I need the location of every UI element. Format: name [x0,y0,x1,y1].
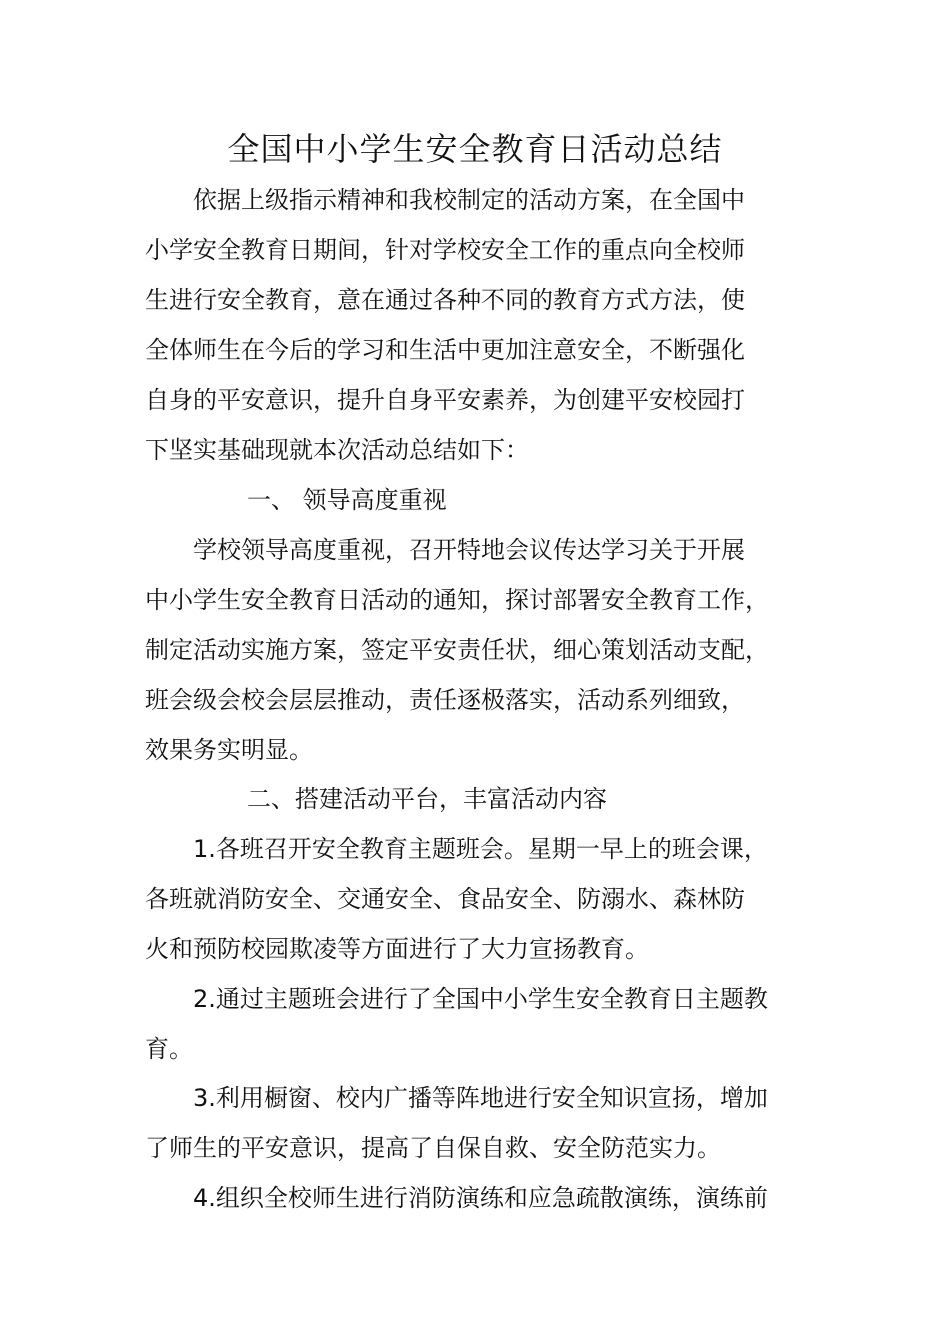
paragraph-line: 班会级会校会层层推动，责任逐极落实，活动系列细致， [145,686,745,714]
paragraph-line: 自身的平安意识，提升自身平安素养，为创建平安校园打 [145,386,745,414]
paragraph-line: 下坚实基础现就本次活动总结如下： [145,436,529,464]
document-title: 全国中小学生安全教育日活动总结 [227,130,723,168]
paragraph-line: 依据上级指示精神和我校制定的活动方案，在全国中 [193,186,745,214]
paragraph-line: 全体师生在今后的学习和生活中更加注意安全，不断强化 [145,336,745,364]
paragraph-line: 育。 [145,1035,193,1063]
paragraph-line: 火和预防校园欺凌等方面进行了大力宣扬教育。 [145,935,649,963]
paragraph-line: 小学安全教育日期间，针对学校安全工作的重点向全校师 [145,236,745,264]
paragraph-line: 2.通过主题班会进行了全国中小学生安全教育日主题教 [193,985,768,1013]
paragraph-line: 制定活动实施方案，签定平安责任状，细心策划活动支配， [145,636,769,664]
paragraph-line: 生进行安全教育，意在通过各种不同的教育方式方法，使 [145,286,745,314]
paragraph-line: 了师生的平安意识，提高了自保自救、安全防范实力。 [145,1134,721,1162]
paragraph-line: 4.组织全校师生进行消防演练和应急疏散演练，演练前 [193,1184,768,1212]
paragraph-line: 中小学生安全教育日活动的通知，探讨部署安全教育工作， [145,586,769,614]
section-heading: 一、 领导高度重视 [247,486,447,514]
section-heading: 二、搭建活动平台，丰富活动内容 [247,785,607,813]
paragraph-line: 1.各班召开安全教育主题班会。星期一早上的班会课， [193,835,768,863]
paragraph-line: 各班就消防安全、交通安全、食品安全、防溺水、森林防 [145,885,745,913]
paragraph-line: 学校领导高度重视，召开特地会议传达学习关于开展 [193,536,745,564]
paragraph-line: 效果务实明显。 [145,736,313,764]
paragraph-line: 3.利用橱窗、校内广播等阵地进行安全知识宣扬，增加 [193,1084,768,1112]
